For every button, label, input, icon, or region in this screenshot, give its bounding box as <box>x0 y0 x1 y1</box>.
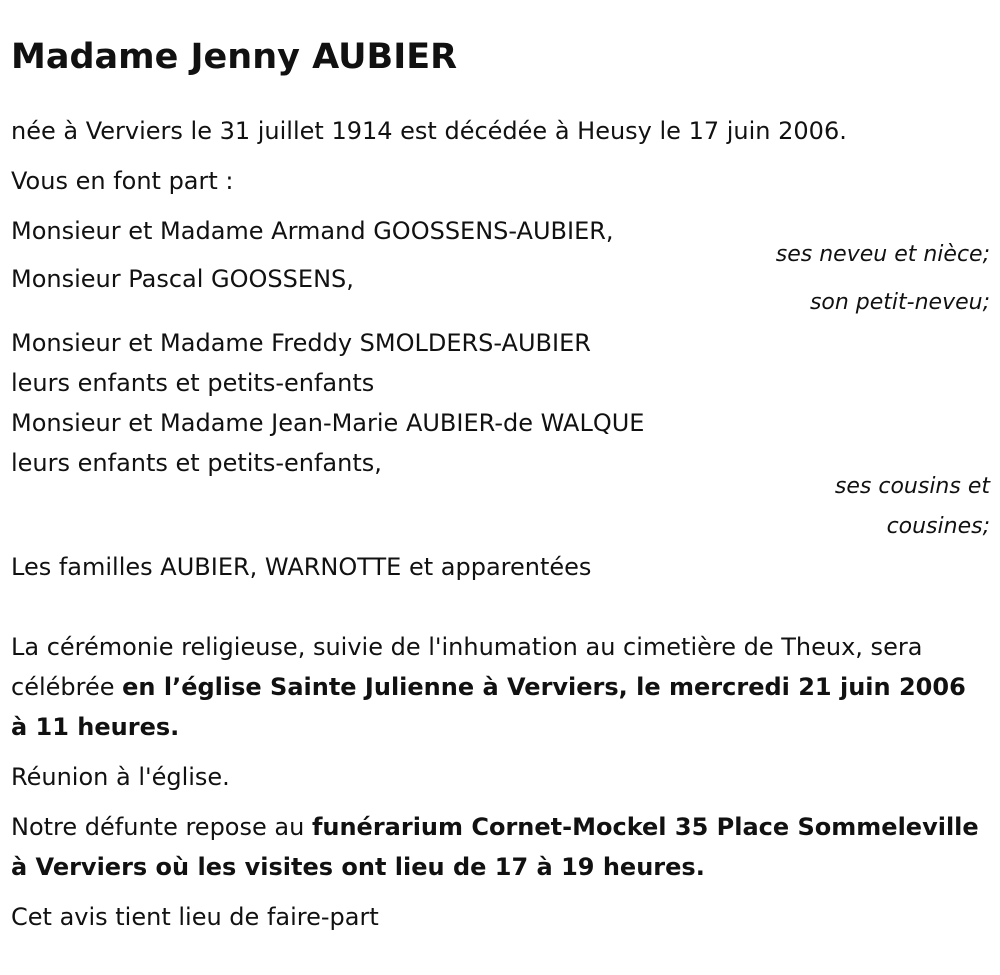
reunion-line: Réunion à l'église. <box>11 763 230 791</box>
birth-death-info: née à Verviers le 31 juillet 1914 est décédée à Heusy le 17 juin 2006. <box>11 117 847 145</box>
deceased-name-title: Madame Jenny AUBIER <box>11 37 458 77</box>
family-member-freddy: Monsieur et Madame Freddy SMOLDERS-AUBIER <box>11 329 591 357</box>
family-member-pascal: Monsieur Pascal GOOSSENS, <box>11 265 354 293</box>
ceremony-paragraph <box>11 627 990 747</box>
announce-line: Vous en font part : <box>11 167 234 195</box>
footer-note: Cet avis tient lieu de faire-part <box>11 903 379 931</box>
ceremony-details: en l’église Sainte Julienne à Verviers, le mercredi 21 juin 2006 à 11 heures. <box>11 673 966 741</box>
funerarium-details: funérarium Cornet-Mockel 35 Place Sommeleville à Verviers où les visites ont lieu de 17 à 19 heures. <box>11 813 979 881</box>
relation-petit-neveu: son petit-neveu; <box>809 290 990 315</box>
family-list <box>11 211 990 587</box>
families-line: Les familles AUBIER, WARNOTTE et apparentées <box>11 553 592 581</box>
funerarium-text: Notre défunte repose au <box>11 813 312 841</box>
family-member-armand: Monsieur et Madame Armand GOOSSENS-AUBIER, <box>11 217 614 245</box>
relation-cousins-line2: cousines; <box>886 514 990 539</box>
family-member-jean-marie-children: leurs enfants et petits-enfants, <box>11 449 382 477</box>
ceremony-text: La cérémonie religieuse, suivie de l'inhumation au cimetière de Theux, sera célébrée <box>11 633 923 701</box>
family-member-jean-marie: Monsieur et Madame Jean-Marie AUBIER-de WALQUE <box>11 409 645 437</box>
family-member-freddy-children: leurs enfants et petits-enfants <box>11 369 375 397</box>
funerarium-paragraph <box>11 807 990 887</box>
relation-neveu-niece: ses neveu et nièce; <box>775 242 990 267</box>
relation-cousins-line1: ses cousins et <box>834 474 990 499</box>
